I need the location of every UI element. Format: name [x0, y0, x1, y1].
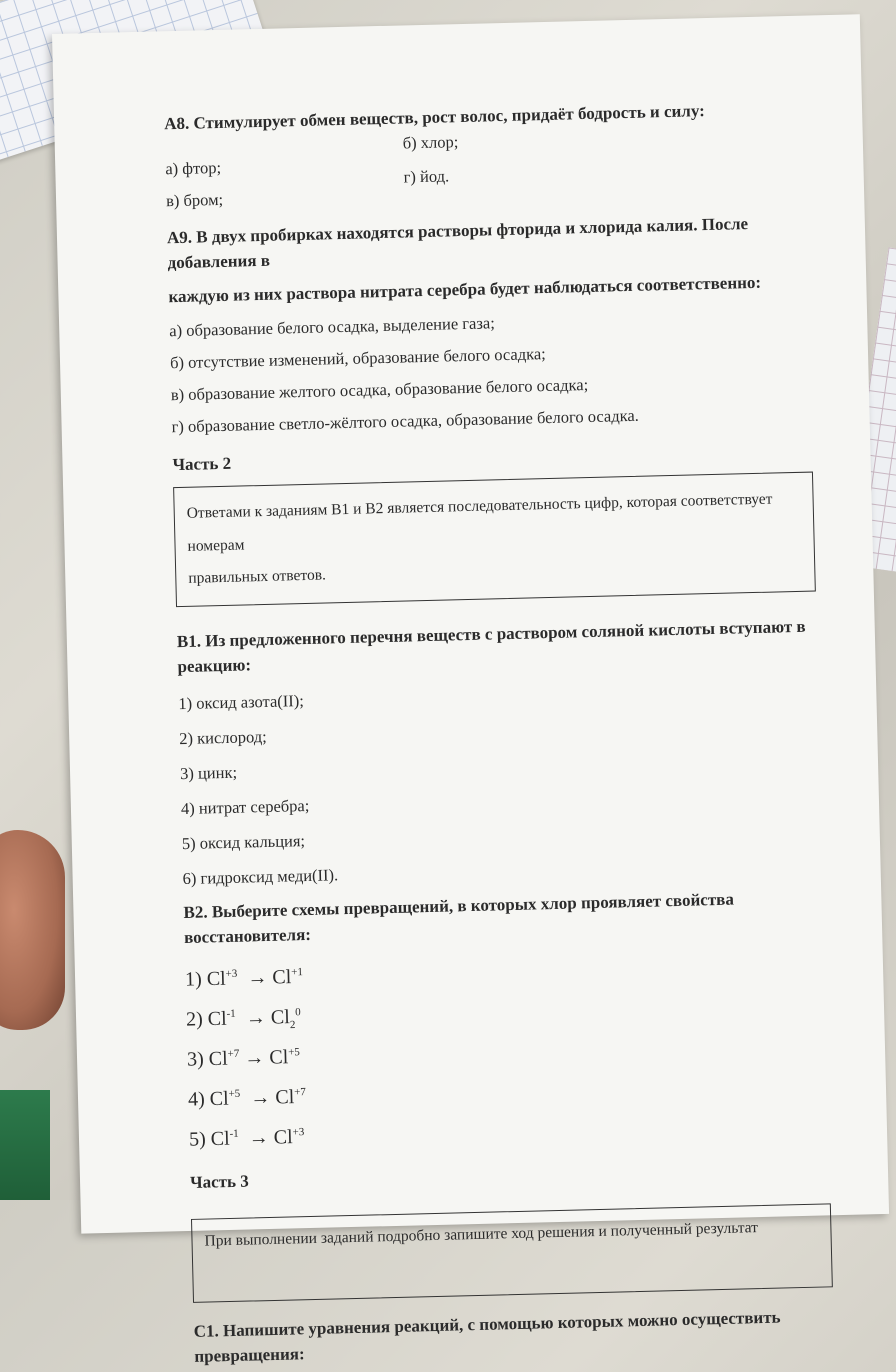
scheme-to-oxidation: +5: [288, 1046, 300, 1058]
scheme-to-oxidation: +1: [291, 966, 303, 978]
scheme-to: Cl: [275, 1086, 294, 1108]
a9-question-line1: А9. В двух пробирках находятся растворы фторида и хлорида калия. После добавления в: [167, 209, 808, 276]
scheme-from-oxidation: +3: [225, 967, 237, 979]
b1-item: 2) кислород;: [179, 705, 820, 756]
a9-option-a: а) образование белого осадка, выделение газа;: [169, 306, 809, 342]
green-object: [0, 1090, 50, 1200]
scheme-to: Cl: [272, 966, 291, 988]
scheme-number: 4): [188, 1088, 205, 1110]
a9-option-d: г) образование светло-жёлтого осадка, образование белого осадка.: [171, 402, 811, 438]
scheme-from-oxidation: -1: [229, 1127, 238, 1139]
scheme-number: 1): [185, 968, 202, 990]
thumb: [0, 830, 65, 1030]
scheme-to: Cl: [269, 1046, 288, 1068]
scheme-number: 3): [187, 1048, 204, 1070]
a9-question-line2: каждую из них раствора нитрата серебра будет наблюдаться соответственно:: [168, 268, 808, 309]
part2-note-line1: Ответами к заданиям В1 и В2 является последовательность цифр, которая соответствует номерам: [186, 483, 801, 563]
scheme-from: Cl: [208, 1007, 227, 1029]
worksheet-content: [164, 96, 835, 1370]
part3-title: Часть 3: [190, 1157, 830, 1193]
a8-question: А8. Стимулирует обмен веществ, рост волос, придаёт бодрость и силу:: [164, 96, 804, 137]
scheme-to-oxidation: +7: [294, 1086, 306, 1098]
part2-note-line2: правильных ответов.: [188, 548, 803, 596]
b1-item: 1) оксид азота(II);: [178, 670, 819, 721]
scheme-to: Cl: [271, 1006, 290, 1028]
arrow: →: [246, 1006, 267, 1028]
part3-note: При выполнении заданий подробно запишите ход решения и полученный результат: [204, 1214, 818, 1254]
b1-question: В1. Из предложенного перечня веществ с раствором соляной кислоты вступают в реакцию:: [177, 613, 818, 680]
worksheet-page: [52, 14, 889, 1233]
scheme-from-oxidation: -1: [226, 1007, 235, 1019]
c1-question: С1. Напишите уравнения реакций, с помощью которых можно осуществить превращения:: [193, 1303, 834, 1370]
a8-option-b: б) хлор;: [403, 132, 459, 153]
a8-options: [165, 129, 807, 215]
arrow: →: [247, 966, 268, 988]
b1-items: [178, 670, 823, 896]
scheme-from-oxidation: +5: [228, 1087, 240, 1099]
scheme-number: 5): [189, 1128, 206, 1150]
part3-instructions-box: [191, 1203, 833, 1303]
scheme-number: 2): [186, 1008, 203, 1030]
b1-item: 5) оксид кальция;: [181, 810, 822, 861]
scheme-to-subscript: 2: [290, 1019, 296, 1031]
scheme-from: Cl: [207, 967, 226, 989]
b1-item: 4) нитрат серебра;: [181, 775, 822, 826]
scheme-to-oxidation: +3: [292, 1126, 304, 1138]
b1-item: 3) цинк;: [180, 740, 821, 791]
part2-title: Часть 2: [172, 440, 812, 476]
a9-option-c: в) образование желтого осадка, образование белого осадка;: [171, 370, 811, 406]
arrow: →: [244, 1046, 265, 1068]
scheme-from-oxidation: +7: [227, 1047, 239, 1059]
arrow: →: [249, 1126, 270, 1148]
a8-option-a: а) фтор;: [165, 157, 221, 178]
scheme-from: Cl: [210, 1127, 229, 1149]
scheme-from: Cl: [209, 1087, 228, 1109]
arrow: →: [250, 1086, 271, 1108]
b2-schemes: [185, 939, 830, 1155]
a8-option-c: в) бром;: [166, 189, 224, 210]
a8-option-d: г) йод.: [403, 166, 449, 187]
scheme-from: Cl: [208, 1047, 227, 1069]
b2-question: В2. Выберите схемы превращений, в которых хлор проявляет свойства восстановителя:: [183, 884, 824, 951]
scheme-to: Cl: [274, 1126, 293, 1148]
b1-item: 6) гидроксид меди(II).: [182, 845, 823, 896]
part2-instructions-box: [173, 472, 816, 607]
a9-option-b: б) отсутствие изменений, образование белого осадка;: [170, 338, 810, 374]
scheme-to-oxidation: 0: [295, 1006, 301, 1018]
